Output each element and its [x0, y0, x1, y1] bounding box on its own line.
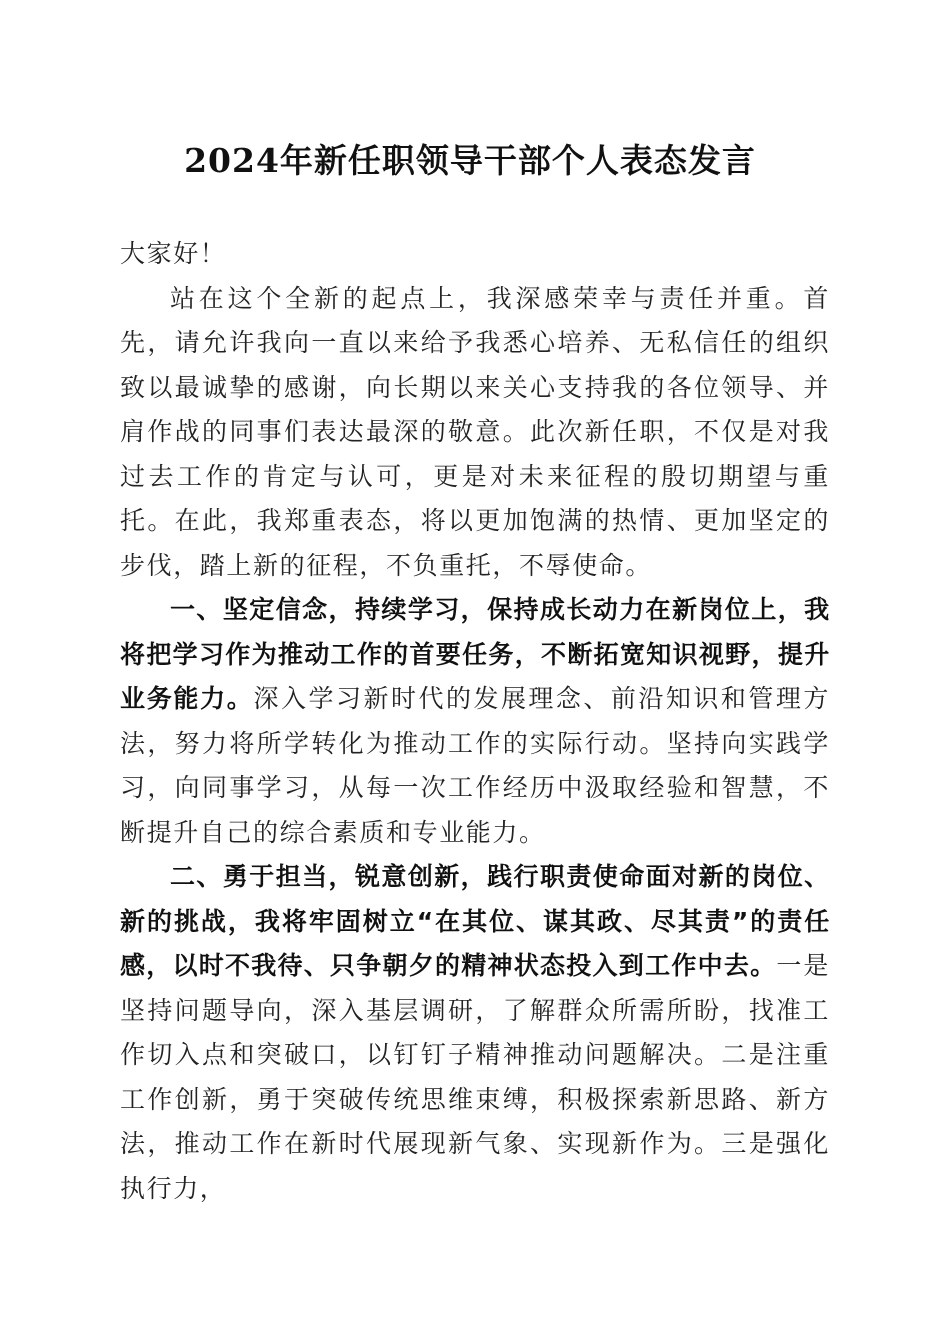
paragraph-body: 站在这个全新的起点上，我深感荣幸与责任并重。首先，请允许我向一直以来给予我悉心培养、无私信任的组织致以最诚挚的感谢，向长期以来关心支持我的各位领导、并肩作战的同事们表达最深的敬意。此次新任职，不仅是对我过去工作的肯定与认可，更是对未来征程的殷切期望与重托。在此，我郑重表态，将以更加饱满的热情、更加坚定的步伐，踏上新的征程，不负重托，不辱使命。: [120, 283, 830, 580]
paragraph-section-one: [120, 588, 830, 855]
paragraph-opening: [120, 277, 830, 589]
paragraph-body: 一是坚持问题导向，深入基层调研，了解群众所需所盼，找准工作切入点和突破口，以钉钉子精神推动问题解决。二是注重工作创新，勇于突破传统思维束缚，积极探索新思路、新方法，推动工作在新时代展现新气象、实现新作为。三是强化执行力，: [120, 951, 830, 1203]
greeting: 大家好！: [120, 239, 227, 268]
document-body: [120, 232, 830, 1211]
paragraph-body: 深入学习新时代的发展理念、前沿知识和管理方法，努力将所学转化为推动工作的实际行动。坚持向实践学习，向同事学习，从每一次工作经历中汲取经验和智慧，不断提升自己的综合素质和专业能力。: [120, 684, 830, 847]
section-heading: 一、坚定信念，持续学习，保持成长动力在新岗位上，我将把学习作为推动工作的首要任务，不断拓宽知识视野，提升业务能力。: [120, 595, 830, 713]
section-heading: 二、勇于担当，锐意创新，践行职责使命面对新的岗位、新的挑战，我将牢固树立“在其位、谋其政、尽其责”的责任感，以时不我待、只争朝夕的精神状态投入到工作中去。: [120, 862, 830, 980]
document-title: 2024年新任职领导干部个人表态发言: [184, 141, 756, 180]
paragraph-section-two: [120, 855, 830, 1211]
